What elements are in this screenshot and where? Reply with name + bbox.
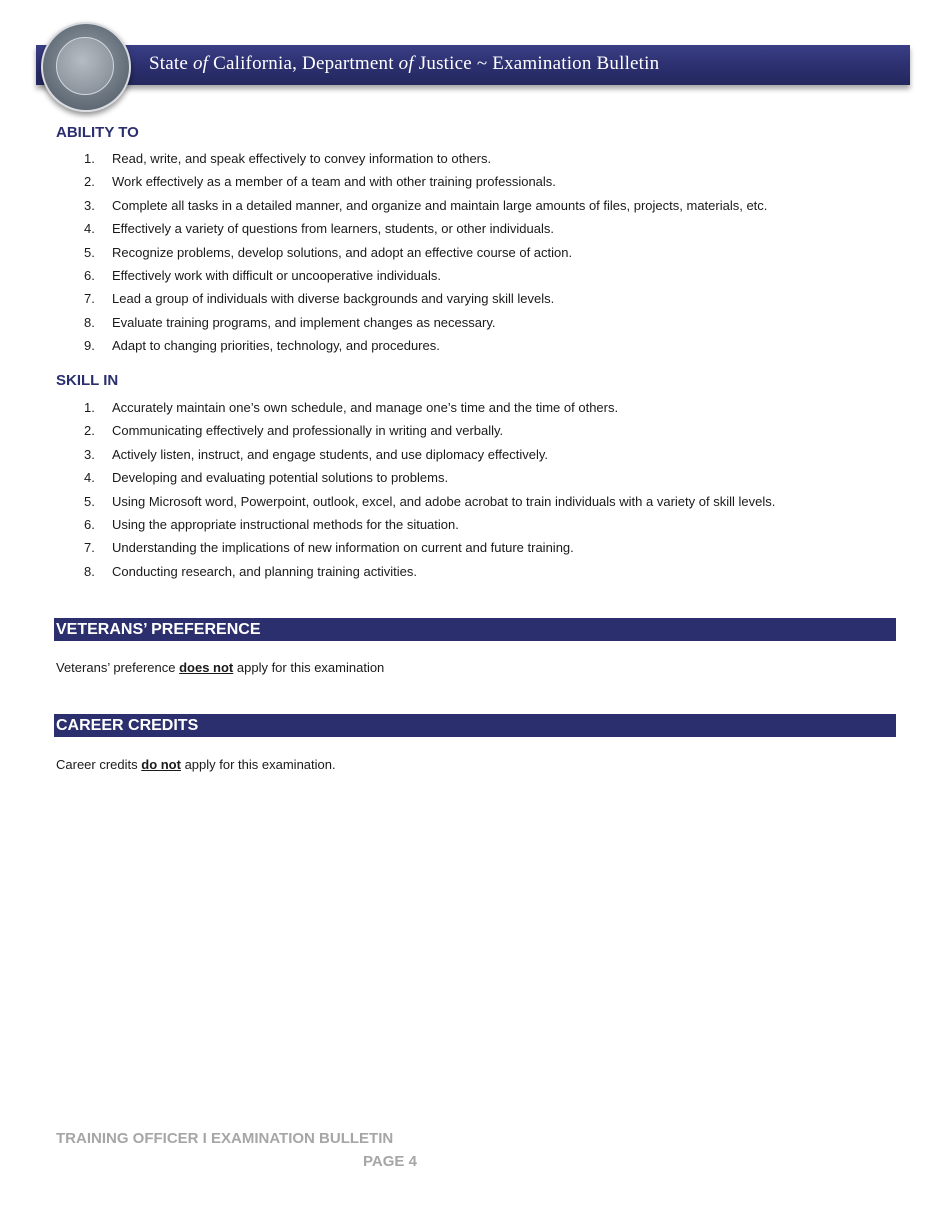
veterans-emphasis: does not — [179, 660, 234, 675]
career-emphasis: do not — [141, 757, 181, 772]
list-item-number: 7. — [84, 540, 95, 556]
list-item — [56, 170, 767, 193]
list-item-text: Understanding the implications of new information on current and future training. — [112, 540, 574, 556]
skill-heading: SKILL IN — [56, 372, 119, 389]
header-title — [149, 53, 659, 75]
list-item-number: 2. — [84, 423, 95, 439]
list-item-text: Using Microsoft word, Powerpoint, outlook, excel, and adobe acrobat to train individuals with a variety of skill levels. — [112, 493, 776, 509]
page-number: PAGE 4 — [363, 1153, 417, 1170]
list-item-text: Conducting research, and planning training activities. — [112, 563, 417, 579]
ability-list — [56, 147, 767, 358]
list-item-text: Using the appropriate instructional methods for the situation. — [112, 516, 459, 532]
department-of-justice-seal-icon — [41, 22, 131, 112]
list-item-number: 7. — [84, 291, 95, 307]
list-item-text: Recognize problems, develop solutions, and adopt an effective course of action. — [112, 244, 573, 260]
career-credits-text — [56, 757, 336, 772]
list-item-number: 8. — [84, 314, 95, 330]
header-title-italic: of — [192, 53, 209, 74]
list-item — [56, 396, 775, 419]
list-item-number: 6. — [84, 516, 95, 532]
list-item-number: 5. — [84, 244, 95, 260]
list-item-text: Evaluate training programs, and implement changes as necessary. — [112, 314, 496, 330]
list-item-text: Effectively a variety of questions from learners, students, or other individuals. — [112, 221, 554, 237]
list-item-text: Accurately maintain one’s own schedule, and manage one’s time and the time of others. — [112, 400, 619, 415]
list-item-text: Lead a group of individuals with diverse backgrounds and varying skill levels. — [112, 291, 555, 307]
list-item — [56, 513, 775, 536]
list-item — [56, 194, 767, 217]
list-item-text: Effectively work with difficult or uncooperative individuals. — [112, 267, 442, 283]
list-item-number: 2. — [84, 174, 95, 190]
veterans-text-after: apply for this examination — [233, 660, 385, 675]
list-item — [56, 311, 767, 334]
footer-title: TRAINING OFFICER I EXAMINATION BULLETIN — [56, 1130, 394, 1147]
header-title-part: Justice ~ Examination Bulletin — [413, 53, 660, 74]
list-item-number: 3. — [84, 446, 95, 462]
list-item-number: 6. — [84, 267, 95, 283]
list-item — [56, 241, 767, 264]
list-item-text: Developing and evaluating potential solutions to problems. — [112, 470, 449, 486]
list-item — [56, 264, 767, 287]
list-item — [56, 560, 775, 583]
list-item — [56, 536, 775, 559]
header-title-part: California, Department — [208, 53, 399, 74]
veterans-text-before: Veterans’ preference — [56, 660, 180, 675]
career-text-after: apply for this examination. — [180, 757, 336, 772]
veterans-preference-text — [56, 660, 384, 675]
list-item — [56, 419, 775, 442]
list-item — [56, 443, 775, 466]
list-item — [56, 217, 767, 240]
list-item-text: Adapt to changing priorities, technology, and procedures. — [112, 338, 440, 354]
list-item-number: 9. — [84, 338, 95, 354]
seal-center — [56, 37, 114, 95]
header-banner — [36, 45, 910, 85]
career-text-before: Career credits — [56, 757, 142, 772]
header-title-italic: of — [398, 53, 414, 74]
list-item — [56, 334, 767, 357]
list-item-number: 1. — [84, 400, 95, 415]
list-item — [56, 147, 767, 170]
list-item-number: 8. — [84, 563, 95, 579]
list-item — [56, 287, 767, 310]
list-item-text: Actively listen, instruct, and engage students, and use diplomacy effectively. — [112, 446, 548, 462]
veterans-preference-heading: VETERANS’ PREFERENCE — [54, 618, 896, 641]
list-item — [56, 490, 775, 513]
header-title-part: State — [149, 53, 193, 74]
career-credits-heading: CAREER CREDITS — [54, 714, 896, 737]
list-item-number: 4. — [84, 221, 95, 237]
list-item-number: 5. — [84, 493, 95, 509]
skill-list — [56, 396, 775, 583]
ability-heading: ABILITY TO — [56, 124, 139, 141]
list-item-text: Work effectively as a member of a team and with other training professionals. — [112, 174, 556, 190]
list-item-number: 3. — [84, 197, 95, 213]
list-item-text: Read, write, and speak effectively to convey information to others. — [112, 151, 492, 166]
list-item-text: Complete all tasks in a detailed manner, and organize and maintain large amounts of files, projects, materials, etc. — [112, 197, 768, 213]
list-item — [56, 466, 775, 489]
list-item-number: 4. — [84, 470, 95, 486]
list-item-number: 1. — [84, 151, 95, 166]
list-item-text: Communicating effectively and professionally in writing and verbally. — [112, 423, 504, 439]
